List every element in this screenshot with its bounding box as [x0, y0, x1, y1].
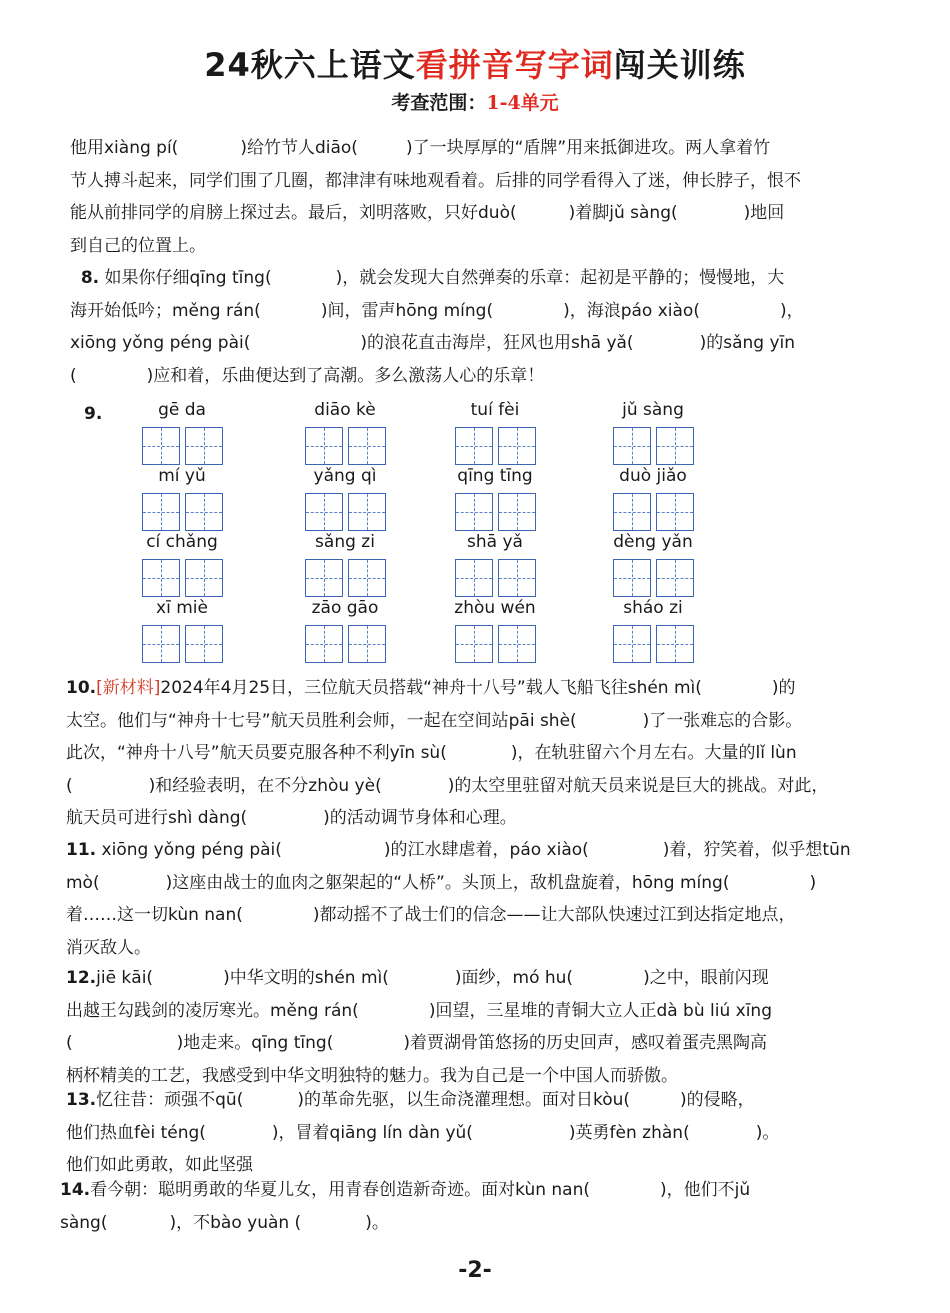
- writing-box[interactable]: [142, 559, 180, 597]
- line: 13.忆往昔：顽强不qū( )的革命先驱，以生命浇灌理想。面对日kòu( )的侵略，: [66, 1090, 755, 1110]
- question-12: [66, 962, 880, 1092]
- writing-box[interactable]: [348, 625, 386, 663]
- line: 10.[新材料]2024年4月25日，三位航天员搭载“神舟十八号”载人飞船飞往shén mì( )的: [66, 678, 796, 698]
- line: 航天员可进行shì dàng( )的活动调节身体和心理。: [66, 808, 517, 828]
- line: 太空。他们与“神舟十七号”航天员胜利会师，一起在空间站pāi shè( )了一张难忘的合影。: [66, 710, 803, 731]
- writing-box[interactable]: [348, 559, 386, 597]
- writing-box[interactable]: [498, 625, 536, 663]
- pinyin-label: mí yǔ: [158, 466, 206, 486]
- writing-box[interactable]: [613, 625, 651, 663]
- pinyin-label: shā yǎ: [467, 532, 523, 552]
- writing-box[interactable]: [142, 625, 180, 663]
- writing-box[interactable]: [185, 625, 223, 663]
- writing-box[interactable]: [348, 493, 386, 531]
- writing-box[interactable]: [498, 559, 536, 597]
- writing-box[interactable]: [613, 559, 651, 597]
- writing-box[interactable]: [305, 493, 343, 531]
- line: 能从前排同学的肩膀上探过去。最后，刘明落败，只好duò( )着脚jǔ sàng( )地回: [70, 203, 785, 223]
- question-9-number: 9.: [84, 404, 103, 424]
- pinyin-label: dèng yǎn: [613, 532, 693, 552]
- writing-box[interactable]: [656, 559, 694, 597]
- writing-box[interactable]: [305, 559, 343, 597]
- writing-box[interactable]: [455, 427, 493, 465]
- writing-box[interactable]: [498, 493, 536, 531]
- writing-box[interactable]: [613, 493, 651, 531]
- pinyin-label: duò jiǎo: [619, 466, 687, 486]
- line: 此次，“神舟十八号”航天员要克服各种不利yīn sù( )，在轨驻留六个月左右。大量的lǐ lùn: [66, 743, 797, 763]
- line: ( )和经验表明，在不分zhòu yè( )的太空里驻留对航天员来说是巨大的挑战。对此，: [66, 775, 829, 796]
- line: 到自己的位置上。: [70, 235, 206, 256]
- page-subtitle: [0, 88, 950, 115]
- line: ( )地走来。qīng tīng( )着贾湖骨笛悠扬的历史回声，感叹着蛋壳黑陶高: [66, 1033, 767, 1053]
- writing-box[interactable]: [305, 427, 343, 465]
- writing-box[interactable]: [656, 493, 694, 531]
- writing-box[interactable]: [348, 427, 386, 465]
- writing-box[interactable]: [656, 427, 694, 465]
- line: 海开始低吟；měng rán( )间，雷声hōng míng( )，海浪páo xiào( )，: [70, 300, 804, 321]
- writing-box[interactable]: [455, 625, 493, 663]
- pinyin-label: tuí fèi: [470, 400, 520, 420]
- question-8: [70, 262, 878, 392]
- pinyin-label: qīng tīng: [457, 466, 533, 486]
- writing-box[interactable]: [305, 625, 343, 663]
- question-10: [66, 672, 880, 835]
- writing-box[interactable]: [185, 427, 223, 465]
- line: mò( )这座由战士的血肉之躯架起的“人桥”。头顶上，敌机盘旋着，hōng míng( ): [66, 872, 817, 893]
- pinyin-label: diāo kè: [314, 400, 376, 420]
- page-number: -2-: [458, 1258, 492, 1283]
- pinyin-label: cí chǎng: [146, 532, 218, 552]
- pinyin-label: gē da: [158, 400, 206, 420]
- subtitle-range: 1-4单元: [486, 92, 559, 114]
- line: 8. 如果你仔细qīng tīng( )，就会发现大自然弹奏的乐章：起初是平静的；慢慢地，大: [80, 268, 785, 288]
- title-highlight: 看拼音写字词: [415, 46, 614, 84]
- writing-box[interactable]: [455, 493, 493, 531]
- line: 11. xiōng yǒng péng pài( )的江水肆虐着，páo xiào( )着，狞笑着，似乎想tūn: [66, 840, 851, 860]
- writing-box[interactable]: [498, 427, 536, 465]
- line: 节人搏斗起来，同学们围了几圈，都津津有味地观看着。后排的同学看得入了迷，伸长脖子，恨不: [70, 170, 801, 191]
- pinyin-label: sháo zi: [623, 598, 683, 618]
- writing-box[interactable]: [185, 493, 223, 531]
- pinyin-label: xī miè: [156, 598, 208, 618]
- writing-box[interactable]: [455, 559, 493, 597]
- question-11: [66, 834, 880, 964]
- line: 他们如此勇敢，如此坚强: [66, 1155, 253, 1175]
- line: 他们热血fèi téng( )，冒着qiāng lín dàn yǔ( )英勇fèn zhàn( )。: [66, 1122, 780, 1143]
- line: 他用xiàng pí( )给竹节人diāo( )了一块厚厚的“盾牌”用来抵御进攻。两人拿着竹: [70, 138, 771, 158]
- page-title: [0, 40, 950, 86]
- title-text: 24秋六上语文: [204, 46, 416, 84]
- writing-box[interactable]: [656, 625, 694, 663]
- writing-box[interactable]: [613, 427, 651, 465]
- question-7: [70, 132, 878, 262]
- pinyin-label: yǎng qì: [313, 466, 377, 486]
- title-text-end: 闯关训练: [613, 46, 746, 84]
- pinyin-label: jǔ sàng: [622, 400, 684, 420]
- writing-box[interactable]: [142, 427, 180, 465]
- writing-box[interactable]: [142, 493, 180, 531]
- question-14: [60, 1174, 880, 1239]
- line: sàng( )，不bào yuàn ( )。: [60, 1212, 389, 1233]
- pinyin-label: sǎng zi: [315, 532, 375, 552]
- line: 着……这一切kùn nan( )都动摇不了战士们的信念——让大部队快速过江到达指定地点，: [66, 905, 796, 925]
- line: 出越王勾践剑的凌厉寒光。měng rán( )回望，三星堆的青铜大立人正dà bù liú xīng: [66, 1000, 772, 1021]
- line: 消灭敌人。: [66, 937, 151, 958]
- line: ( )应和着，乐曲便达到了高潮。多么激荡人心的乐章！: [70, 365, 545, 386]
- line: 14.看今朝：聪明勇敢的华夏儿女，用青春创造新奇迹。面对kùn nan( )，他们不jǔ: [60, 1180, 751, 1200]
- writing-box[interactable]: [185, 559, 223, 597]
- line: 12.jiē kāi( )中华文明的shén mì( )面纱，mó hu( )之中，眼前闪现: [66, 968, 769, 988]
- line: 柄杯精美的工艺，我感受到中华文明独特的魅力。我为自己是一个中国人而骄傲。: [66, 1065, 678, 1086]
- source-tag: [新材料]: [96, 678, 161, 698]
- pinyin-label: zhòu wén: [454, 598, 536, 618]
- question-13: [66, 1084, 880, 1182]
- line: xiōng yǒng péng pài( )的浪花直击海岸，狂风也用shā yǎ( )的sǎng yīn: [70, 333, 796, 353]
- pinyin-label: zāo gāo: [311, 598, 379, 618]
- subtitle-label: 考查范围：: [391, 92, 487, 114]
